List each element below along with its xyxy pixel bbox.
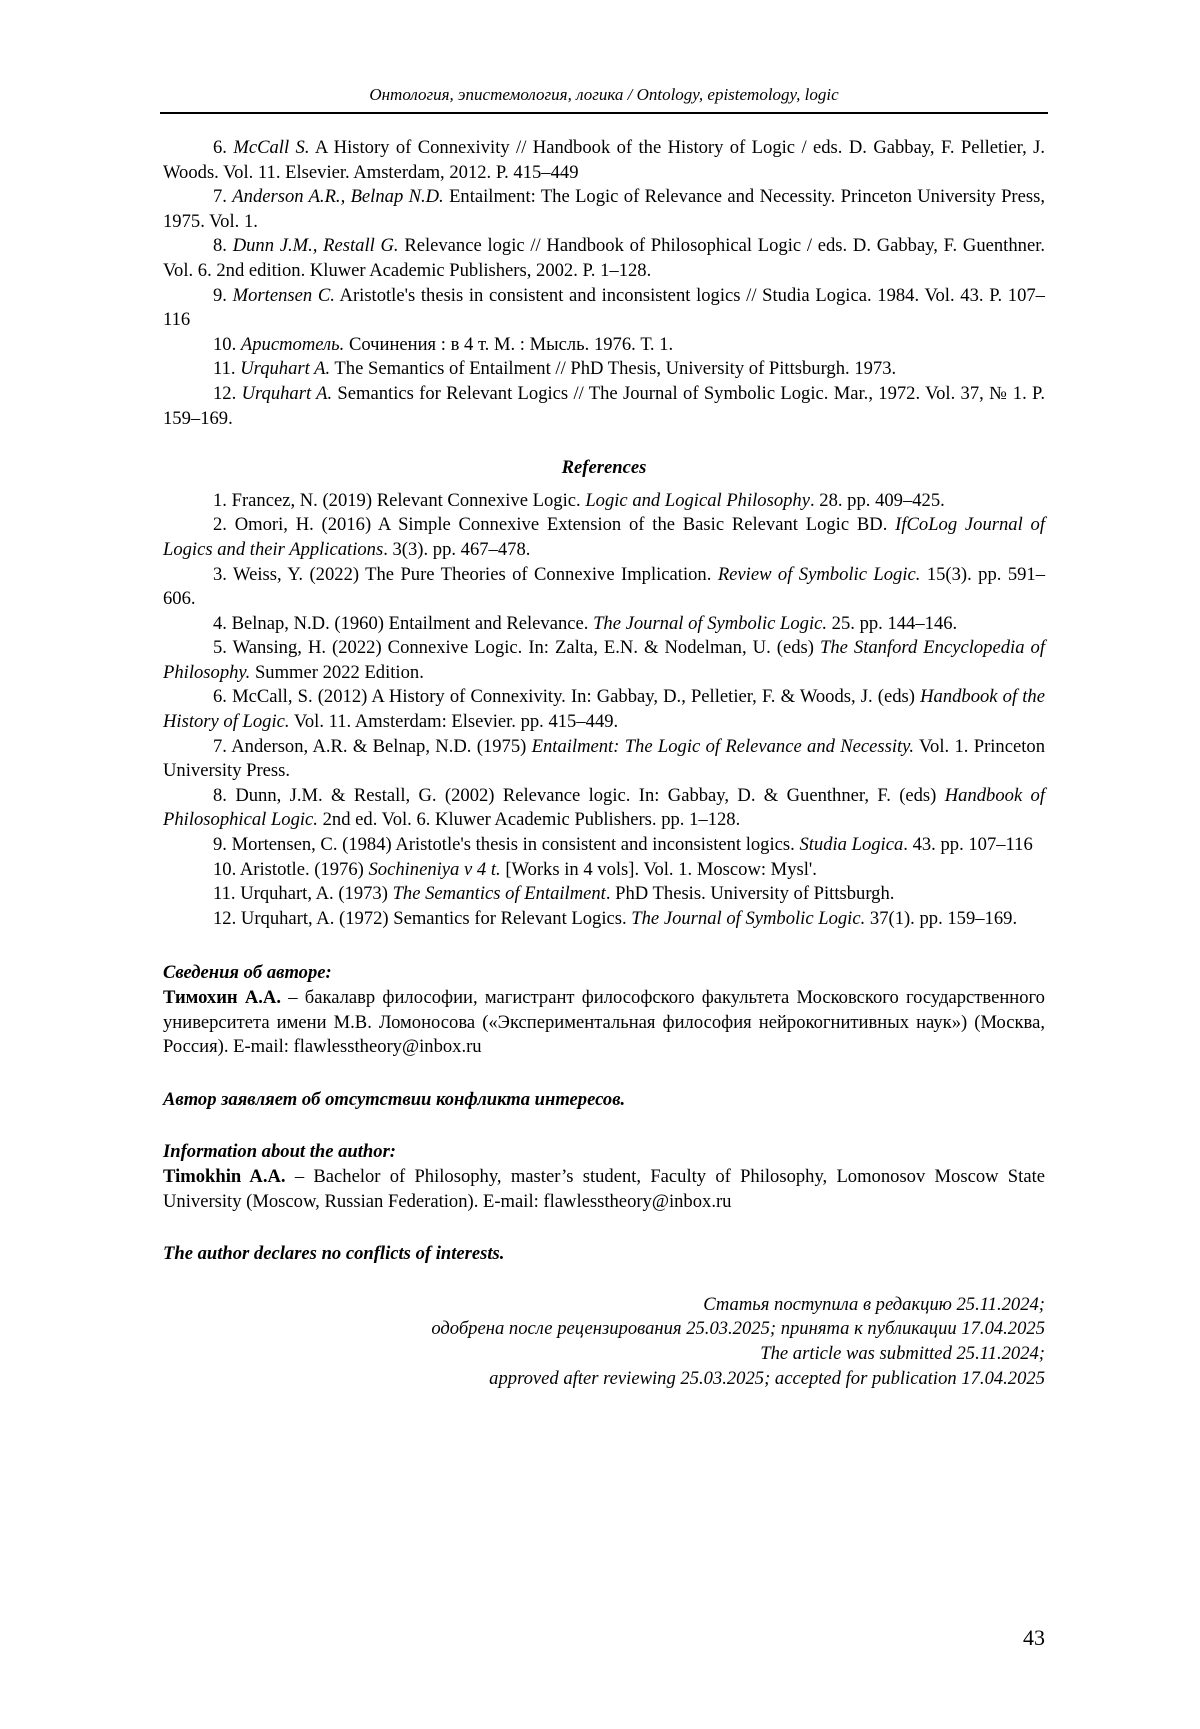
en-reference-item: 6. McCall, S. (2012) A History of Connexivity. In: Gabbay, D., Pelletier, F. & Woods, J. (eds) Handbook of the History of Logic. Vol. 11. Amsterdam: Elsevier. pp. 415–449.	[163, 686, 1045, 733]
ru-reference-item: 6. McCall S. A History of Connexivity // Handbook of the History of Logic / eds. D. Gabbay, F. Pelletier, J. Woods. Vol. 11. Elsevier. Amsterdam, 2012. P. 415–449	[163, 137, 1046, 183]
author-info-ru-text: Тимохин А.А. – бакалавр философии, магистрант философского факультета Московского государственного университета имени М.В. Ломоносова («Экспериментальная философия нейрокогнитивных наук») (Москва, Россия). E-mail: flawlesstheory@inbox.ru	[163, 987, 1045, 1058]
en-reference-item: 4. Belnap, N.D. (1960) Entailment and Relevance. The Journal of Symbolic Logic. 25. pp. 144–146.	[213, 612, 958, 634]
submission-dates	[163, 1293, 1045, 1391]
ru-reference-list	[163, 136, 1045, 431]
date-line: Статья поступила в редакцию 25.11.2024;	[703, 1293, 1045, 1315]
en-reference-item: 5. Wansing, H. (2022) Connexive Logic. In: Zalta, E.N. & Nodelman, U. (eds) The Stanford Encyclopedia of Philosophy. Summer 2022 Edition.	[163, 637, 1045, 683]
author-info-ru	[163, 961, 1045, 1059]
en-reference-item: 7. Anderson, A.R. & Belnap, N.D. (1975) Entailment: The Logic of Relevance and Necessity. Vol. 1. Princeton University Press.	[163, 735, 1045, 782]
references-heading: References	[561, 457, 647, 479]
en-reference-item: 12. Urquhart, A. (1972) Semantics for Relevant Logics. The Journal of Symbolic Logic. 37(1). pp. 159–169.	[213, 907, 1018, 929]
date-line: одобрена после рецензирования 25.03.2025; принята к публикации 17.04.2025	[431, 1318, 1045, 1340]
en-reference-item: 3. Weiss, Y. (2022) The Pure Theories of Connexive Implication. Review of Symbolic Logic. 15(3). pp. 591–606.	[163, 563, 1046, 610]
en-reference-list	[163, 489, 1045, 932]
header-rule	[160, 112, 1048, 114]
author-info-en-heading: Information about the author:	[163, 1141, 397, 1163]
ru-reference-item: 9. Mortensen C. Aristotle's thesis in consistent and inconsistent logics // Studia Logica. 1984. Vol. 43. P. 107–116	[163, 284, 1045, 331]
date-line: approved after reviewing 25.03.2025; accepted for publication 17.04.2025	[489, 1367, 1045, 1389]
author-info-en-text: Timokhin A.A. – Bachelor of Philosophy, master’s student, Faculty of Philosophy, Lomonosov Moscow State University (Moscow, Russian Federation). E-mail: flawlesstheory@inbox.ru	[163, 1165, 1045, 1212]
date-line: The article was submitted 25.11.2024;	[760, 1342, 1045, 1364]
ru-reference-item: 11. Urquhart A. The Semantics of Entailment // PhD Thesis, University of Pittsburgh. 1973.	[213, 358, 897, 380]
running-header: Онтология, эпистемология, логика / Ontology, epistemology, logic	[369, 85, 839, 104]
ru-reference-item: 7. Anderson A.R., Belnap N.D. Entailment: The Logic of Relevance and Necessity. Princeton University Press, 1975. Vol. 1.	[163, 186, 1045, 232]
ru-reference-item: 8. Dunn J.M., Restall G. Relevance logic // Handbook of Philosophical Logic / eds. D. Gabbay, F. Guenthner. Vol. 6. 2nd edition. Kluwer Academic Publishers, 2002. P. 1–128.	[163, 235, 1046, 281]
en-reference-item: 9. Mortensen, C. (1984) Aristotle's thesis in consistent and inconsistent logics. Studia Logica. 43. pp. 107–116	[213, 834, 1033, 856]
en-reference-item: 11. Urquhart, A. (1973) The Semantics of Entailment. PhD Thesis. University of Pittsburgh.	[213, 883, 895, 905]
page-body	[163, 136, 1045, 1391]
en-reference-item: 2. Omori, H. (2016) A Simple Connexive Extension of the Basic Relevant Logic BD. IfCoLog Journal of Logics and their Applications. 3(3). pp. 467–478.	[163, 514, 1045, 560]
en-reference-item: 10. Aristotle. (1976) Sochineniya v 4 t. [Works in 4 vols]. Vol. 1. Moscow: Mysl'.	[213, 858, 817, 880]
conflict-statement-ru: Автор заявляет об отсутствии конфликта интересов.	[163, 1088, 626, 1110]
author-info-ru-heading: Сведения об авторе:	[163, 962, 332, 984]
ru-reference-item: 12. Urquhart A. Semantics for Relevant Logics // The Journal of Symbolic Logic. Mar., 1972. Vol. 37, № 1. P. 159–169.	[163, 382, 1045, 429]
en-reference-item: 8. Dunn, J.M. & Restall, G. (2002) Relevance logic. In: Gabbay, D. & Guenthner, F. (eds) Handbook of Philosophical Logic. 2nd ed. Vol. 6. Kluwer Academic Publishers. pp. 1–128.	[163, 784, 1046, 831]
en-reference-item: 1. Francez, N. (2019) Relevant Connexive Logic. Logic and Logical Philosophy. 28. pp. 409–425.	[213, 489, 945, 511]
page-number: 43	[1023, 1625, 1045, 1650]
conflict-statement-en: The author declares no conflicts of interests.	[163, 1243, 505, 1265]
author-info-en	[163, 1140, 1045, 1214]
ru-reference-item: 10. Аристотель. Сочинения : в 4 т. М. : Мысль. 1976. Т. 1.	[213, 333, 674, 355]
